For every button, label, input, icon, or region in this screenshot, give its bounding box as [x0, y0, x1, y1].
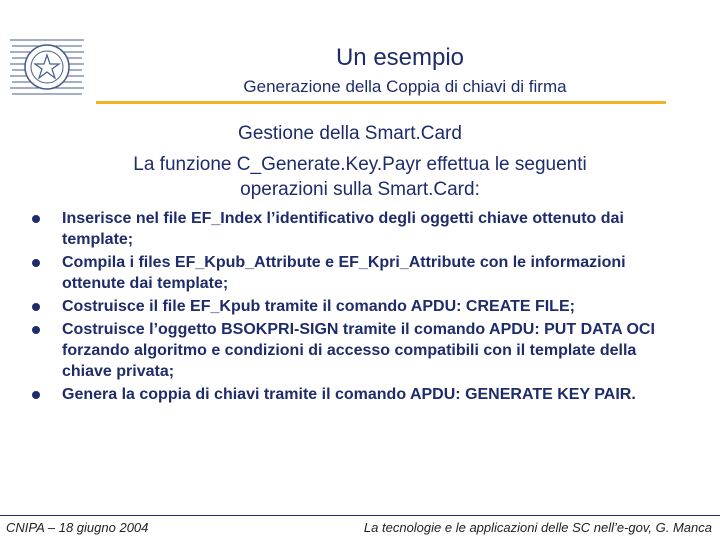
footer-presentation-title: La tecnologie e le applicazioni delle SC nell’e-gov, G. Manca	[363, 520, 712, 535]
bullet-text: Genera la coppia di chiavi tramite il comando APDU: GENERATE KEY PAIR.	[62, 386, 636, 403]
bullet-text: Compila i files EF_Kpub_Attribute e EF_Kpri_Attribute con le informazioni ottenute dai template;	[62, 254, 626, 292]
slide-footer	[0, 515, 720, 538]
bullet-item	[0, 208, 720, 250]
bullet-dot-icon	[32, 303, 40, 311]
intro-text	[60, 152, 660, 202]
slide-title: Un esempio	[335, 44, 465, 71]
bullet-item	[0, 319, 720, 382]
bullet-item	[0, 384, 720, 405]
bullet-text: Costruisce il file EF_Kpub tramite il comando APDU: CREATE FILE;	[62, 298, 575, 315]
footer-date: CNIPA – 18 giugno 2004	[6, 520, 149, 535]
title-divider	[96, 101, 666, 104]
bullet-text: Inserisce nel file EF_Index l’identificativo degli oggetti chiave ottenuto dai template;	[62, 210, 624, 248]
bullet-dot-icon	[32, 259, 40, 267]
slide-subtitle: Generazione della Coppia di chiavi di firma	[243, 77, 567, 96]
bullet-list	[0, 208, 720, 407]
italian-emblem-icon	[8, 30, 86, 102]
intro-line: La funzione C_Generate.Key.Payr effettua le seguenti	[133, 154, 587, 175]
intro-line: operazioni sulla Smart.Card:	[240, 179, 480, 200]
section-heading: Gestione della Smart.Card	[238, 123, 462, 144]
bullet-text: Costruisce l’oggetto BSOKPRI-SIGN tramite il comando APDU: PUT DATA OCI forzando algoritmo e condizioni di accesso compatibili con il template della chiave privata;	[62, 321, 655, 380]
bullet-dot-icon	[32, 215, 40, 223]
bullet-item	[0, 296, 720, 317]
bullet-item	[0, 252, 720, 294]
bullet-dot-icon	[32, 326, 40, 334]
bullet-dot-icon	[32, 391, 40, 399]
